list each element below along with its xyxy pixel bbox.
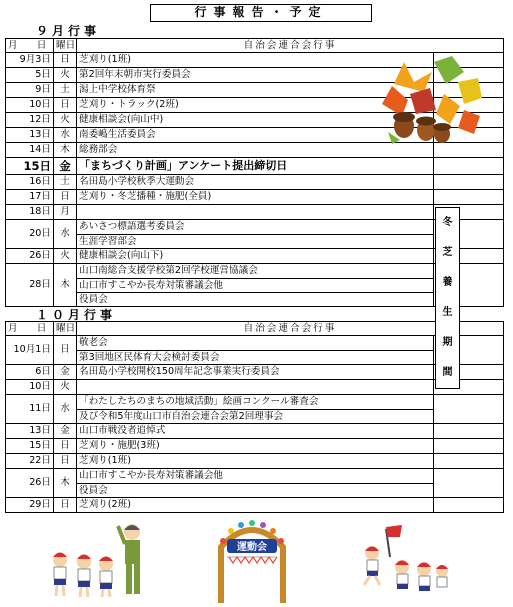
schedule-row bbox=[6, 439, 504, 454]
row-events bbox=[77, 205, 434, 220]
row-date: 28日 bbox=[6, 264, 54, 307]
event-text: 名田島小学校秋季大運動会 bbox=[79, 176, 195, 187]
row-weekday: 火 bbox=[54, 68, 77, 83]
period-char: 生 bbox=[442, 307, 453, 318]
row-weekday: 木 bbox=[54, 143, 77, 158]
header-date: 月 日 bbox=[6, 322, 54, 336]
row-date: 17日 bbox=[6, 190, 54, 205]
row-date: 29日 bbox=[6, 498, 54, 513]
event-text bbox=[79, 205, 431, 219]
schedule-row bbox=[6, 264, 504, 307]
row-date: 9月3日 bbox=[6, 53, 54, 68]
event-text: 役員会 bbox=[77, 483, 433, 497]
schedule-row bbox=[6, 365, 504, 380]
row-weekday: 土 bbox=[54, 83, 77, 98]
row-side-cell bbox=[434, 158, 504, 175]
row-side-cell bbox=[434, 190, 504, 205]
autumn-leaves-illustration bbox=[374, 54, 486, 146]
october-title: １０月行事 bbox=[36, 308, 117, 322]
row-date: 13日 bbox=[6, 424, 54, 439]
event-text: 名田島小学校開校150周年記念事業実行委員会 bbox=[79, 366, 280, 377]
event-text: 第2回年末朝市実行委員会 bbox=[79, 69, 191, 80]
row-events bbox=[77, 469, 434, 498]
row-weekday: 日 bbox=[54, 439, 77, 454]
row-weekday: 木 bbox=[54, 469, 77, 498]
row-weekday: 日 bbox=[54, 498, 77, 513]
period-char: 冬 bbox=[442, 217, 453, 228]
table-header-row bbox=[6, 39, 504, 53]
row-date: 22日 bbox=[6, 454, 54, 469]
row-weekday: 火 bbox=[54, 380, 77, 395]
event-text: 「まちづくり計画」アンケート提出締切日 bbox=[79, 159, 288, 172]
row-date: 26日 bbox=[6, 249, 54, 264]
row-weekday: 木 bbox=[54, 264, 77, 307]
period-char: 間 bbox=[442, 367, 453, 378]
event-text: 総務部会 bbox=[79, 144, 118, 155]
event-text: 潟上中学校体育祭 bbox=[79, 84, 156, 95]
sports-day-arch-illustration bbox=[213, 517, 291, 603]
row-date: 10日 bbox=[6, 98, 54, 113]
event-text: あいさつ標語選考委員会 bbox=[79, 221, 185, 232]
row-events bbox=[77, 220, 434, 249]
row-weekday: 水 bbox=[54, 220, 77, 249]
schedule-row bbox=[6, 469, 504, 498]
row-date: 6日 bbox=[6, 365, 54, 380]
row-weekday: 日 bbox=[54, 336, 77, 365]
event-text: 及び令和5年度山口市自治会連合会第2回理事会 bbox=[77, 409, 433, 423]
row-events bbox=[77, 498, 434, 513]
row-events bbox=[77, 158, 434, 175]
schedule-row bbox=[6, 158, 504, 175]
event-text bbox=[79, 380, 431, 394]
schedule-row bbox=[6, 190, 504, 205]
schedule-row bbox=[6, 380, 504, 395]
row-events bbox=[77, 439, 434, 454]
row-date: 26日 bbox=[6, 469, 54, 498]
event-text: 芝刈り・施肥(3班) bbox=[79, 440, 160, 451]
event-text: 芝刈り(2班) bbox=[79, 499, 131, 510]
row-weekday: 日 bbox=[54, 454, 77, 469]
row-date: 12日 bbox=[6, 113, 54, 128]
header-day: 曜日 bbox=[54, 322, 77, 336]
row-weekday: 金 bbox=[54, 365, 77, 380]
row-date: 15日 bbox=[6, 158, 54, 175]
event-text: 生涯学習部会 bbox=[77, 234, 433, 248]
event-text: 南委嶋生活委員会 bbox=[79, 129, 156, 140]
row-date: 16日 bbox=[6, 175, 54, 190]
children-running-flag-illustration bbox=[350, 523, 450, 595]
event-text: 健康相談会(向山中) bbox=[79, 114, 164, 125]
event-text: 山口市戦没者追悼式 bbox=[79, 425, 166, 436]
event-text: 健康相談会(向山下) bbox=[79, 250, 164, 261]
period-char: 養 bbox=[442, 277, 453, 288]
september-title: ９月行事 bbox=[36, 24, 101, 38]
row-weekday: 水 bbox=[54, 128, 77, 143]
schedule-row bbox=[6, 336, 504, 365]
event-text: 芝刈り・冬芝播種・施肥(全員) bbox=[79, 191, 212, 202]
header-events: 自治会連合会行事 bbox=[77, 39, 504, 53]
schedule-row bbox=[6, 454, 504, 469]
period-char: 期 bbox=[442, 337, 453, 348]
header-day: 曜日 bbox=[54, 39, 77, 53]
row-weekday: 土 bbox=[54, 175, 77, 190]
period-char: 芝 bbox=[442, 247, 453, 258]
row-events bbox=[77, 365, 434, 380]
schedule-row bbox=[6, 175, 504, 190]
row-side-cell bbox=[434, 498, 504, 513]
row-weekday: 金 bbox=[54, 424, 77, 439]
table-header-row bbox=[6, 322, 504, 336]
schedule-row bbox=[6, 249, 504, 264]
row-date: 9日 bbox=[6, 83, 54, 98]
event-text: 役員会 bbox=[77, 292, 433, 306]
event-text: 山口市すこやか長寿対策審議会他 bbox=[79, 470, 223, 481]
row-events bbox=[77, 175, 434, 190]
row-events bbox=[77, 424, 434, 439]
row-weekday: 火 bbox=[54, 113, 77, 128]
event-text: 敬老会 bbox=[79, 337, 108, 348]
schedule-row bbox=[6, 205, 504, 220]
row-weekday: 金 bbox=[54, 158, 77, 175]
winter-grass-period-label bbox=[435, 207, 460, 389]
row-date: 20日 bbox=[6, 220, 54, 249]
row-weekday: 日 bbox=[54, 53, 77, 68]
row-events bbox=[77, 454, 434, 469]
row-side-cell bbox=[434, 439, 504, 454]
schedule-row bbox=[6, 220, 504, 249]
row-date: 10日 bbox=[6, 380, 54, 395]
event-text: 山口南総合支援学校第2回学校運営協議会 bbox=[79, 265, 258, 276]
row-side-cell bbox=[434, 454, 504, 469]
event-text: 「わたしたちのまちの地域活動」絵画コンクール審査会 bbox=[79, 396, 319, 407]
row-events bbox=[77, 395, 434, 424]
row-weekday: 月 bbox=[54, 205, 77, 220]
event-text: 第3回地区民体育大会検討委員会 bbox=[77, 350, 433, 364]
header-events: 自治会連合会行事 bbox=[77, 322, 504, 336]
row-weekday: 火 bbox=[54, 249, 77, 264]
event-text: 芝刈り・トラック(2班) bbox=[79, 99, 179, 110]
row-weekday: 水 bbox=[54, 395, 77, 424]
event-text: 山口市すこやか長寿対策審議会他 bbox=[77, 278, 433, 292]
row-events bbox=[77, 190, 434, 205]
october-schedule-table bbox=[5, 321, 504, 513]
header-date: 月 日 bbox=[6, 39, 54, 53]
row-date: 14日 bbox=[6, 143, 54, 158]
row-date: 15日 bbox=[6, 439, 54, 454]
row-side-cell bbox=[434, 395, 504, 424]
row-events bbox=[77, 264, 434, 307]
row-events bbox=[77, 380, 434, 395]
schedule-row bbox=[6, 424, 504, 439]
row-side-cell bbox=[434, 469, 504, 498]
row-events bbox=[77, 249, 434, 264]
row-events bbox=[77, 336, 434, 365]
page-title: 行事報告・予定 bbox=[150, 4, 372, 22]
row-date: 10月1日 bbox=[6, 336, 54, 365]
row-date: 11日 bbox=[6, 395, 54, 424]
schedule-row bbox=[6, 498, 504, 513]
row-weekday: 日 bbox=[54, 190, 77, 205]
row-weekday: 日 bbox=[54, 98, 77, 113]
row-side-cell bbox=[434, 175, 504, 190]
event-text: 芝刈り(1班) bbox=[79, 455, 131, 466]
sports-day-text: 運動会 bbox=[237, 542, 267, 553]
row-side-cell bbox=[434, 424, 504, 439]
children-exercising-illustration bbox=[48, 520, 148, 598]
row-date: 5日 bbox=[6, 68, 54, 83]
event-text: 芝刈り(1班) bbox=[79, 54, 131, 65]
schedule-row bbox=[6, 395, 504, 424]
row-date: 13日 bbox=[6, 128, 54, 143]
row-date: 18日 bbox=[6, 205, 54, 220]
